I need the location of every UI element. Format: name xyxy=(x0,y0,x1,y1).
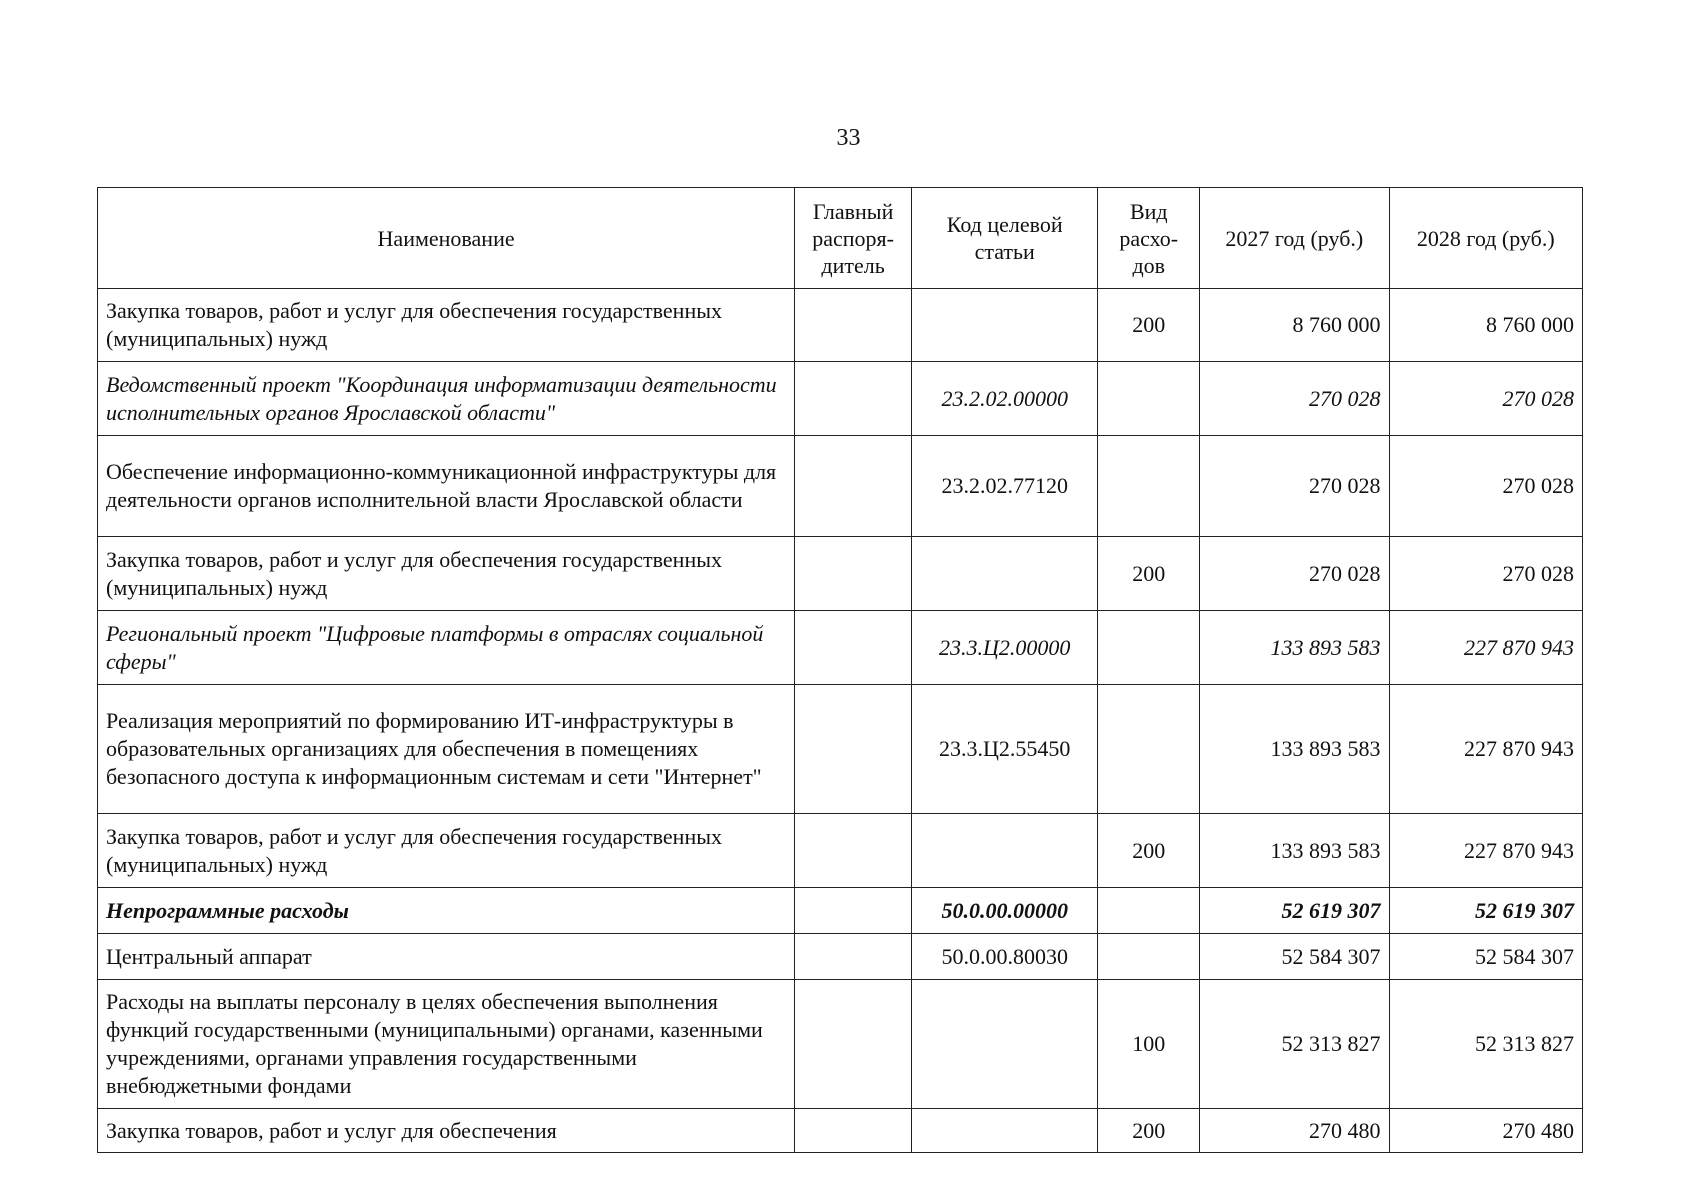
table-row xyxy=(98,685,1583,814)
row-2027: 8 760 000 xyxy=(1200,289,1389,362)
row-name: Региональный проект "Цифровые платформы в отраслях социальной сферы" xyxy=(98,611,795,685)
row-2028: 227 870 943 xyxy=(1389,611,1582,685)
row-manager xyxy=(795,888,912,934)
row-2028: 52 313 827 xyxy=(1389,980,1582,1109)
row-2027: 270 028 xyxy=(1200,436,1389,537)
row-code: 23.3.Ц2.00000 xyxy=(912,611,1098,685)
row-manager xyxy=(795,814,912,888)
row-name: Закупка товаров, работ и услуг для обеспечения государственных (муниципальных) нужд xyxy=(98,289,795,362)
table-row xyxy=(98,980,1583,1109)
row-code xyxy=(912,814,1098,888)
budget-table xyxy=(97,187,1583,1153)
table-row xyxy=(98,888,1583,934)
header-name: Наименование xyxy=(98,188,795,289)
row-2027: 52 584 307 xyxy=(1200,934,1389,980)
row-2028: 52 619 307 xyxy=(1389,888,1582,934)
row-name: Центральный аппарат xyxy=(98,934,795,980)
row-2027: 270 028 xyxy=(1200,537,1389,611)
row-type: 100 xyxy=(1098,980,1200,1109)
table-row xyxy=(98,1109,1583,1153)
row-2027: 270 028 xyxy=(1200,362,1389,436)
row-type xyxy=(1098,611,1200,685)
row-manager xyxy=(795,611,912,685)
row-2027: 52 619 307 xyxy=(1200,888,1389,934)
row-manager xyxy=(795,685,912,814)
row-2027: 133 893 583 xyxy=(1200,685,1389,814)
row-code xyxy=(912,1109,1098,1153)
row-name: Закупка товаров, работ и услуг для обеспечения государственных (муниципальных) нужд xyxy=(98,537,795,611)
header-2027: 2027 год (руб.) xyxy=(1200,188,1389,289)
row-name: Реализация мероприятий по формированию ИТ-инфраструктуры в образовательных организациях для обеспечения в помещениях безопасного доступа к информационным системам и сети "Интернет" xyxy=(98,685,795,814)
row-2028: 270 028 xyxy=(1389,436,1582,537)
row-type: 200 xyxy=(1098,814,1200,888)
row-name: Обеспечение информационно-коммуникационной инфраструктуры для деятельности органов исполнительной власти Ярославской области xyxy=(98,436,795,537)
table-row xyxy=(98,611,1583,685)
row-code xyxy=(912,289,1098,362)
row-2028: 8 760 000 xyxy=(1389,289,1582,362)
row-manager xyxy=(795,537,912,611)
row-code xyxy=(912,537,1098,611)
row-code: 50.0.00.00000 xyxy=(912,888,1098,934)
row-type: 200 xyxy=(1098,289,1200,362)
row-2028: 270 028 xyxy=(1389,537,1582,611)
row-code xyxy=(912,980,1098,1109)
row-2028: 270 480 xyxy=(1389,1109,1582,1153)
row-code: 50.0.00.80030 xyxy=(912,934,1098,980)
header-2028: 2028 год (руб.) xyxy=(1389,188,1582,289)
row-name: Закупка товаров, работ и услуг для обеспечения xyxy=(98,1109,795,1153)
row-type: 200 xyxy=(1098,537,1200,611)
row-type xyxy=(1098,934,1200,980)
row-manager xyxy=(795,436,912,537)
table-row xyxy=(98,436,1583,537)
row-code: 23.2.02.77120 xyxy=(912,436,1098,537)
table-row xyxy=(98,934,1583,980)
row-name: Ведомственный проект "Координация информатизации деятельности исполнительных органов Ярославской области" xyxy=(98,362,795,436)
table-row xyxy=(98,537,1583,611)
row-code: 23.2.02.00000 xyxy=(912,362,1098,436)
header-manager: Главный распоря-дитель xyxy=(795,188,912,289)
table-row xyxy=(98,362,1583,436)
row-2028: 227 870 943 xyxy=(1389,814,1582,888)
row-type xyxy=(1098,888,1200,934)
row-type: 200 xyxy=(1098,1109,1200,1153)
row-manager xyxy=(795,1109,912,1153)
header-code: Код целевой статьи xyxy=(912,188,1098,289)
table-row xyxy=(98,814,1583,888)
table-row xyxy=(98,289,1583,362)
row-2027: 52 313 827 xyxy=(1200,980,1389,1109)
row-type xyxy=(1098,362,1200,436)
row-2028: 52 584 307 xyxy=(1389,934,1582,980)
row-manager xyxy=(795,934,912,980)
row-type xyxy=(1098,436,1200,537)
row-2027: 270 480 xyxy=(1200,1109,1389,1153)
row-2028: 270 028 xyxy=(1389,362,1582,436)
table-header-row xyxy=(98,188,1583,289)
page-number: 33 xyxy=(836,125,861,151)
row-code: 23.3.Ц2.55450 xyxy=(912,685,1098,814)
row-2028: 227 870 943 xyxy=(1389,685,1582,814)
header-type: Вид расхо-дов xyxy=(1098,188,1200,289)
row-name: Закупка товаров, работ и услуг для обеспечения государственных (муниципальных) нужд xyxy=(98,814,795,888)
row-manager xyxy=(795,289,912,362)
row-manager xyxy=(795,980,912,1109)
row-2027: 133 893 583 xyxy=(1200,814,1389,888)
row-name: Расходы на выплаты персоналу в целях обеспечения выполнения функций государственными (муниципальными) органами, казенными учреждениями, органами управления государственными внебюджетными фондами xyxy=(98,980,795,1109)
row-2027: 133 893 583 xyxy=(1200,611,1389,685)
row-manager xyxy=(795,362,912,436)
row-name: Непрограммные расходы xyxy=(98,888,795,934)
row-type xyxy=(1098,685,1200,814)
